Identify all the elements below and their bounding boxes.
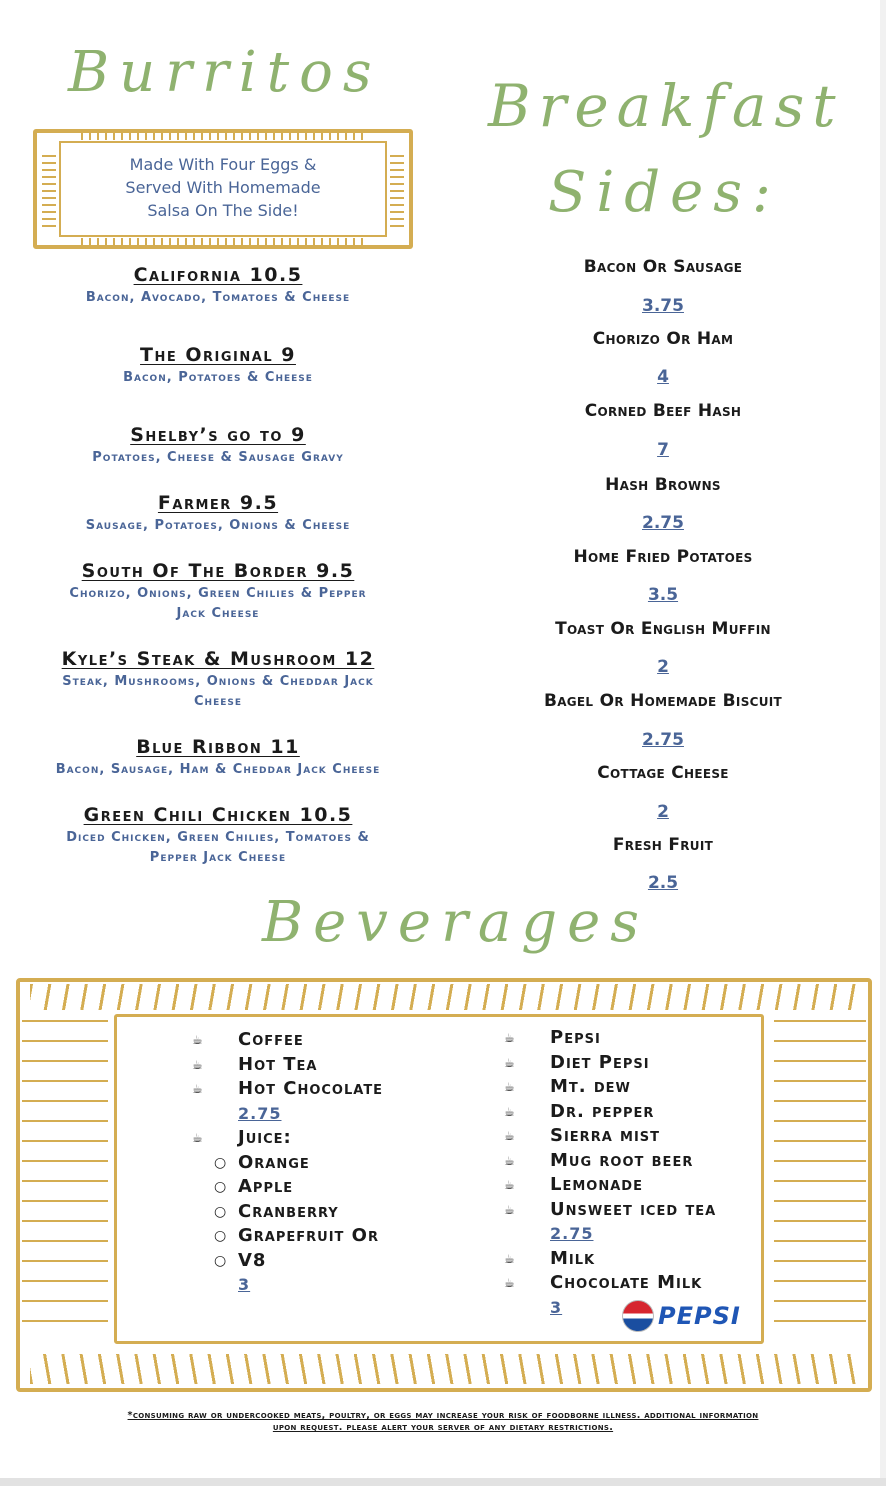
bev-label: Apple: [238, 1176, 294, 1197]
burrito-name-green-chili: Green Chili Chicken 10.5: [83, 804, 353, 826]
coffee-cup-icon: ☕: [504, 1178, 516, 1192]
bev-label: Unsweet iced tea: [550, 1198, 717, 1220]
sides-heading-sides: Sides:: [548, 160, 781, 225]
juice-price: 3: [238, 1275, 251, 1294]
intro-box-hatch-left: [42, 151, 56, 227]
bev-label: Milk: [550, 1247, 596, 1269]
burrito-name-south-border: South Of The Border 9.5: [81, 560, 355, 582]
burrito-desc-green-chili-2: Pepper Jack Cheese: [149, 850, 287, 865]
soda-price: 2.75: [550, 1224, 594, 1243]
bev-subitem: [192, 1200, 383, 1225]
burritos-intro-text: [87, 153, 359, 222]
side-name-home-fried: Home Fried Potatoes: [573, 547, 753, 567]
side-name-bagel: Bagel Or Homemade Biscuit: [543, 691, 783, 711]
circle-bullet-icon: ○: [214, 1252, 228, 1269]
bev-label: Orange: [238, 1151, 310, 1173]
intro-box-hatch-top: [81, 132, 365, 140]
burrito-desc-south-border: Chorizo, Onions, Green Chilies & Pepper: [69, 586, 367, 601]
burrito-desc-kyles-steak: Steak, Mushrooms, Onions & Cheddar Jack: [62, 674, 374, 689]
beverages-hatch-left: [22, 1020, 108, 1340]
beverages-left-list: [192, 1028, 383, 1298]
side-name-bacon-sausage: Bacon Or Sausage: [583, 257, 743, 277]
coffee-cup-icon: ☕: [504, 1251, 516, 1266]
bev-label: Grapefruit Or: [238, 1225, 379, 1246]
side-price-corned-beef: 7: [657, 440, 669, 460]
bev-item: [192, 1053, 383, 1078]
circle-bullet-icon: ○: [214, 1203, 228, 1220]
intro-line: Made With Four Eggs &: [129, 155, 317, 174]
pepsi-logo-text: PEPSI: [658, 1302, 741, 1330]
burrito-name-kyles-steak: Kyle’s Steak & Mushroom 12: [61, 648, 375, 670]
bev-item: [504, 1051, 716, 1076]
burrito-name-shelbys: Shelby’s go to 9: [130, 424, 306, 446]
bev-item: [504, 1271, 716, 1296]
side-price-fruit: 2.5: [647, 873, 679, 893]
burrito-desc-kyles-steak-2: Cheese: [194, 694, 242, 709]
coffee-cup-icon: ☕: [504, 1153, 516, 1168]
circle-bullet-icon: ○: [214, 1179, 228, 1195]
bev-subitem: [192, 1224, 383, 1249]
bev-item: [504, 1198, 716, 1223]
intro-box-hatch-bottom: [81, 238, 365, 246]
bev-item: [504, 1149, 716, 1174]
side-name-toast: Toast Or English Muffin: [555, 619, 771, 639]
bev-item: [504, 1026, 716, 1051]
bev-label: Juice:: [238, 1127, 292, 1148]
page-right-edge: [880, 0, 886, 1478]
beverages-hatch-right: [774, 1020, 866, 1340]
bev-label: Sierra mist: [550, 1125, 661, 1146]
pepsi-logo: [622, 1300, 750, 1334]
side-name-hash-browns: Hash Browns: [605, 475, 721, 495]
food-safety-disclaimer: [40, 1410, 846, 1434]
circle-bullet-icon: ○: [214, 1154, 228, 1171]
side-name-chorizo-ham: Chorizo Or Ham: [592, 329, 734, 349]
bev-label: Mt. dew: [550, 1076, 631, 1097]
side-price-chorizo-ham: 4: [657, 367, 669, 387]
burrito-desc-green-chili: Diced Chicken, Green Chilies, Tomatoes &: [66, 830, 370, 845]
bev-label: Cranberry: [238, 1200, 339, 1222]
burrito-name-blue-ribbon: Blue Ribbon 11: [136, 736, 300, 758]
disclaimer-line: *consuming raw or undercooked meats, poultry, or eggs may increase your risk of foodborne illness. additional information: [127, 1410, 759, 1421]
coffee-cup-icon: ☕: [504, 1104, 516, 1119]
side-name-cottage: Cottage Cheese: [597, 763, 729, 783]
side-price-toast: 2: [657, 657, 669, 677]
coffee-cup-icon: ☕: [192, 1082, 204, 1096]
beverages-right-list: [504, 1026, 716, 1320]
intro-box-hatch-right: [390, 151, 404, 227]
coffee-cup-icon: ☕: [192, 1033, 204, 1047]
coffee-cup-icon: ☕: [504, 1129, 516, 1143]
bev-item: [192, 1028, 383, 1053]
bev-item: [504, 1100, 716, 1125]
pepsi-globe-icon: [622, 1300, 654, 1332]
burrito-name-original: The Original 9: [140, 344, 296, 366]
bev-label: Coffee: [238, 1029, 304, 1050]
coffee-cup-icon: ☕: [504, 1080, 516, 1094]
bev-subitem: [192, 1151, 383, 1176]
coffee-cup-icon: ☕: [504, 1055, 516, 1070]
burrito-name-california: California 10.5: [133, 264, 303, 286]
coffee-cup-icon: ☕: [192, 1131, 204, 1145]
sides-heading-breakfast: Breakfast: [488, 72, 844, 140]
bev-item: [192, 1126, 383, 1151]
page-bottom-edge: [0, 1478, 886, 1486]
side-price-home-fried: 3.5: [647, 585, 679, 605]
bev-item: [504, 1247, 716, 1272]
disclaimer-line: upon request. please alert your server of any dietary restrictions.: [272, 1422, 614, 1433]
bev-label: Lemonade: [550, 1174, 643, 1195]
coffee-cup-icon: ☕: [504, 1202, 516, 1217]
bev-label: Hot Tea: [238, 1053, 318, 1075]
side-price-bagel: 2.75: [642, 730, 684, 750]
bev-item: [504, 1124, 716, 1149]
hot-drinks-price: 2.75: [238, 1103, 282, 1123]
burrito-desc-original: Bacon, Potatoes & Cheese: [123, 370, 313, 385]
intro-line: Salsa On The Side!: [147, 201, 299, 220]
bev-label: V8: [238, 1249, 267, 1271]
coffee-cup-icon: ☕: [504, 1031, 516, 1045]
bev-label: Diet Pepsi: [550, 1051, 650, 1073]
burrito-desc-farmer: Sausage, Potatoes, Onions & Cheese: [85, 518, 351, 533]
side-name-fruit: Fresh Fruit: [612, 835, 714, 855]
bev-subitem: [192, 1175, 383, 1200]
milk-price: 3: [550, 1297, 563, 1317]
burritos-heading: Burritos: [68, 40, 382, 105]
side-price-cottage: 2: [657, 802, 669, 822]
side-price-hash-browns: 2.75: [642, 513, 684, 533]
bev-label: Chocolate Milk: [550, 1272, 703, 1293]
bev-label: Pepsi: [550, 1027, 601, 1048]
bev-item: [504, 1075, 716, 1100]
burrito-desc-blue-ribbon: Bacon, Sausage, Ham & Cheddar Jack Cheese: [55, 762, 381, 777]
burrito-desc-california: Bacon, Avocado, Tomatoes & Cheese: [85, 290, 351, 305]
bev-subitem: [192, 1249, 383, 1274]
burritos-intro-box: [33, 129, 413, 249]
side-name-corned-beef: Corned Beef Hash: [584, 401, 742, 421]
burrito-desc-shelbys: Potatoes, Cheese & Sausage Gravy: [92, 450, 344, 465]
bev-label: Mug root beer: [550, 1149, 694, 1171]
circle-bullet-icon: ○: [214, 1228, 228, 1244]
bev-price-row: [192, 1102, 383, 1127]
beverages-heading: Beverages: [262, 890, 649, 955]
bev-price-row: [192, 1273, 383, 1298]
beverages-hatch-bottom: [30, 1354, 860, 1384]
beverages-hatch-top: [30, 984, 860, 1010]
side-price-bacon-sausage: 3.75: [642, 296, 684, 316]
bev-item: [192, 1077, 383, 1102]
burrito-desc-south-border-2: Jack Cheese: [176, 606, 260, 621]
bev-label: Hot Chocolate: [238, 1078, 384, 1099]
bev-label: Dr. pepper: [550, 1100, 655, 1122]
coffee-cup-icon: ☕: [192, 1057, 204, 1072]
coffee-cup-icon: ☕: [504, 1276, 516, 1290]
intro-line: Served With Homemade: [125, 178, 321, 197]
bev-price-row: [504, 1222, 716, 1247]
bev-item: [504, 1173, 716, 1198]
burrito-name-farmer: Farmer 9.5: [157, 492, 279, 514]
